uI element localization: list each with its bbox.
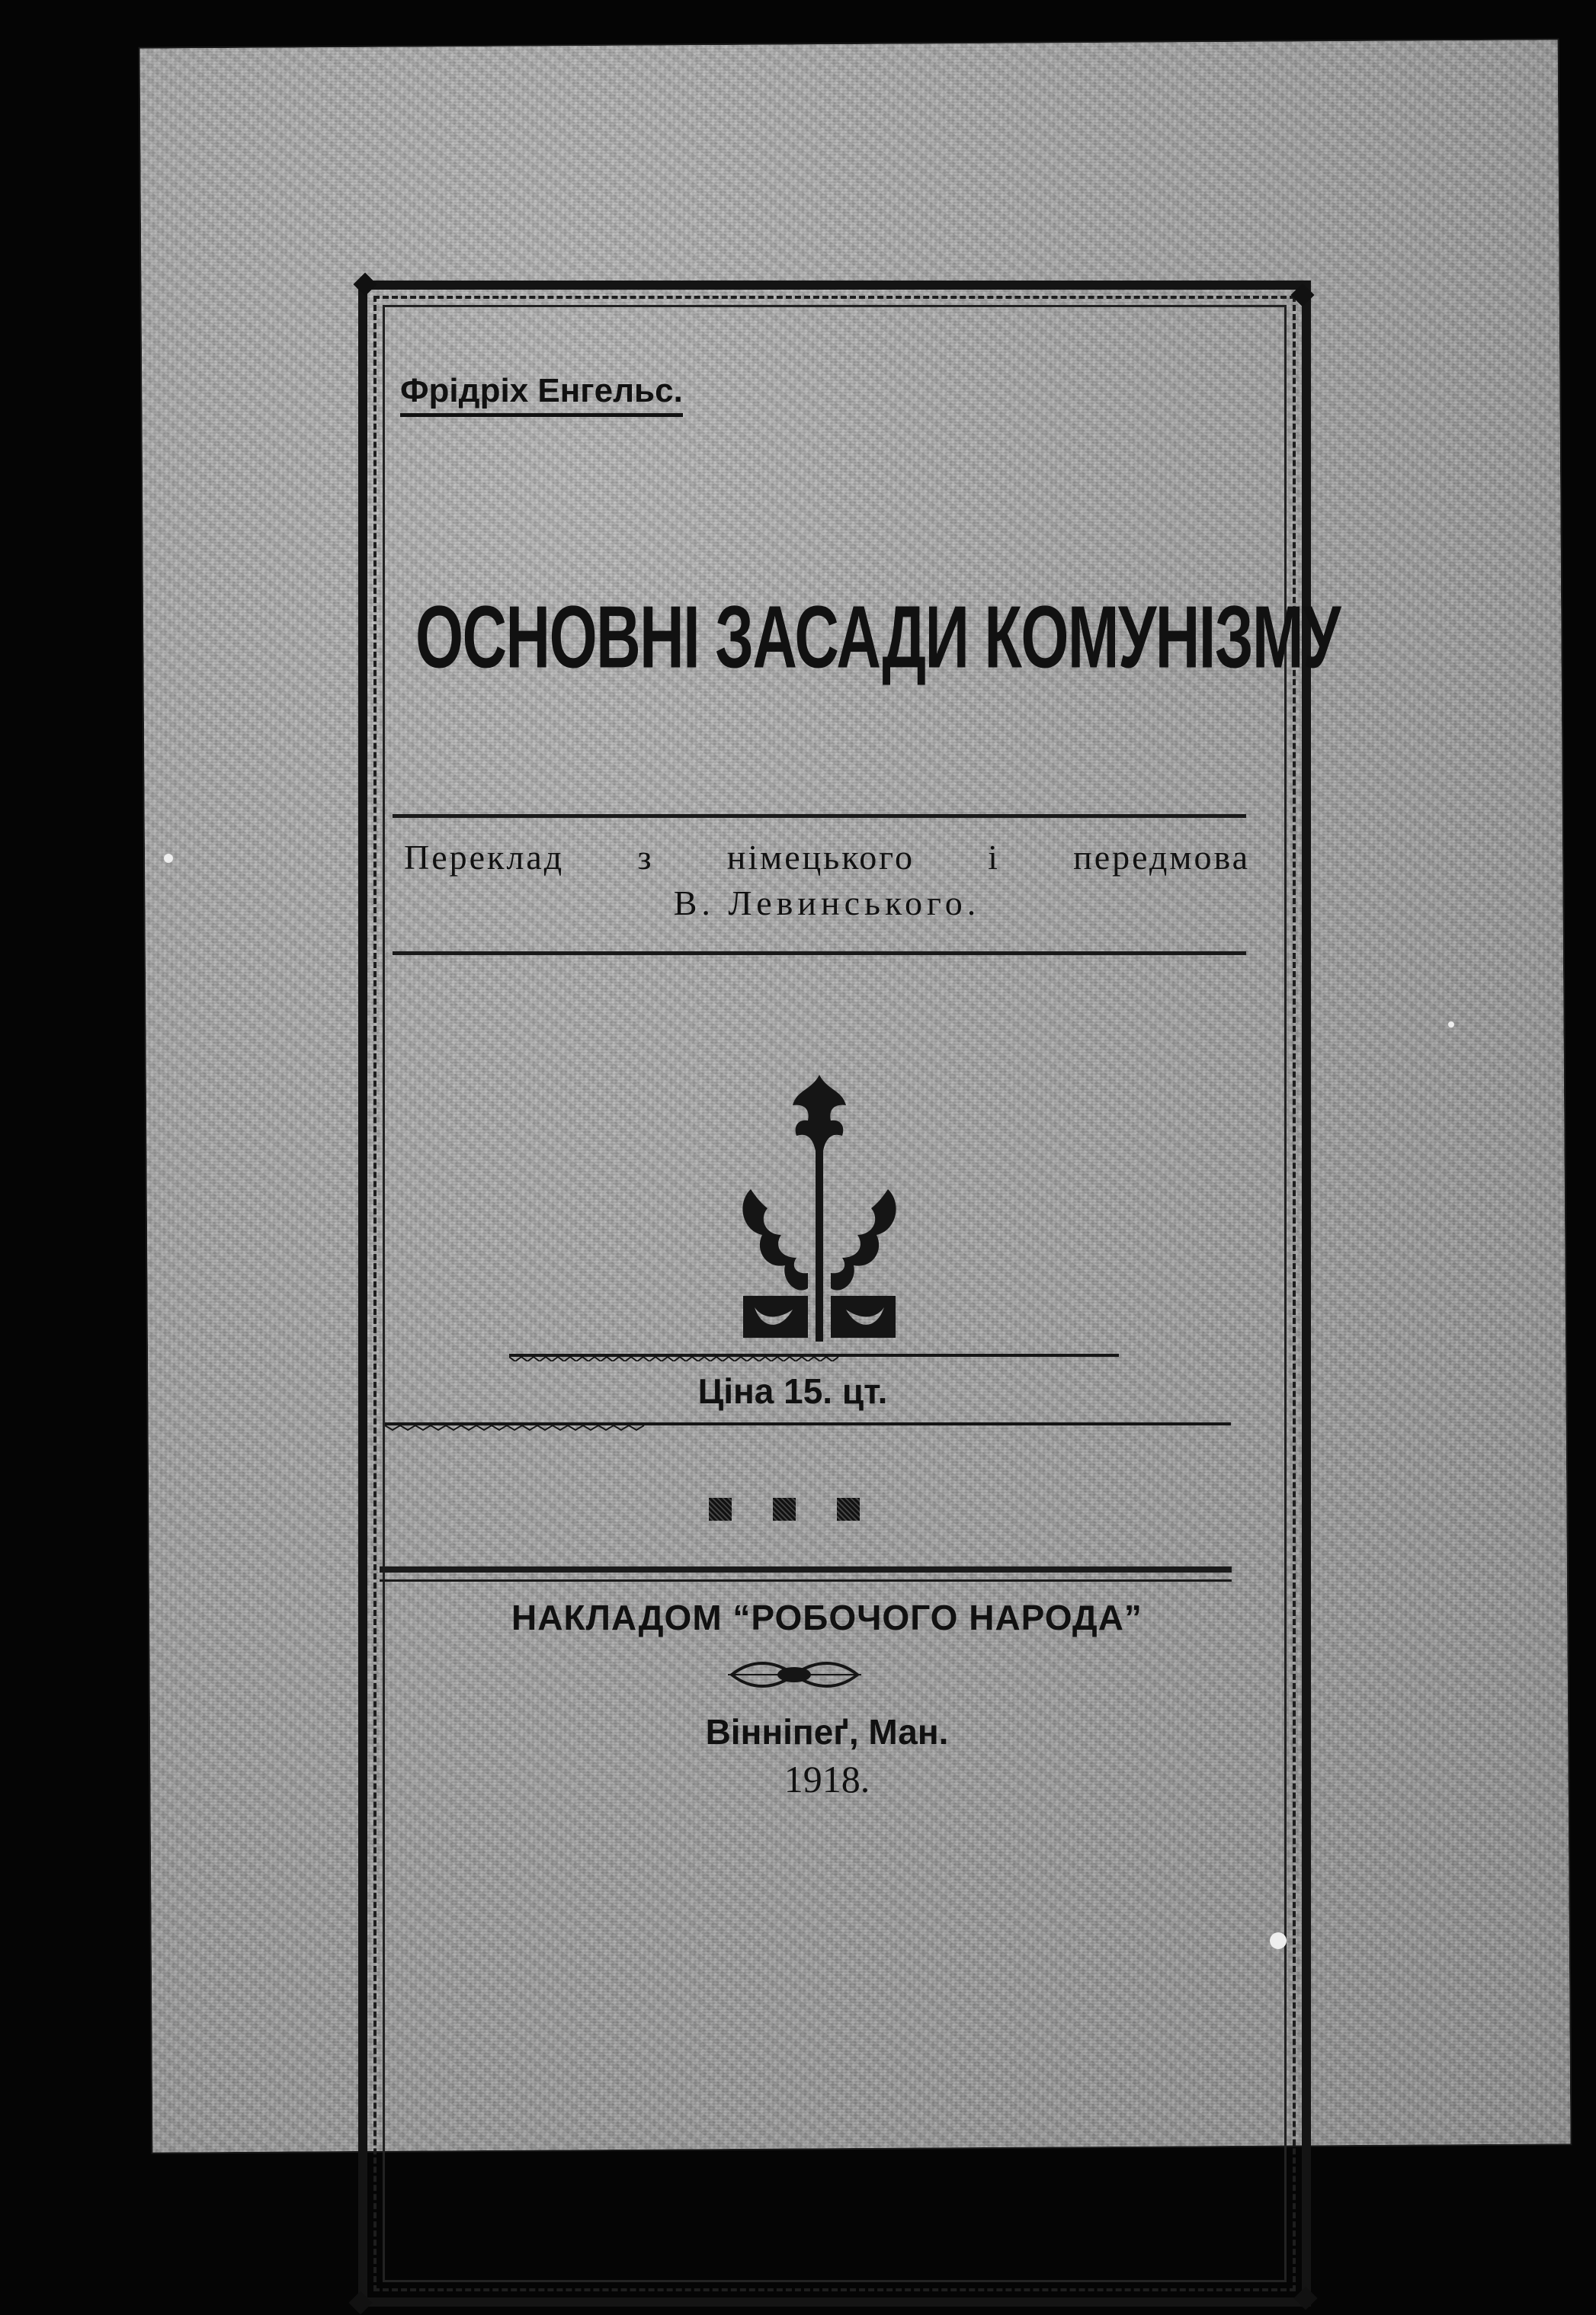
publisher-line: НАКЛАДОМ “РОБОЧОГО НАРОДА”: [511, 1598, 1143, 1637]
translator-name: В. Левинського.: [673, 883, 981, 922]
square-ornament-icon: [709, 1498, 732, 1521]
floral-vignette-icon: [720, 1067, 918, 1357]
dust-speck: [1448, 1021, 1454, 1028]
square-ornament-icon: [773, 1498, 796, 1521]
dust-speck: [1270, 1932, 1287, 1949]
scroll-ornament-icon: [728, 1656, 861, 1693]
divider-top: [393, 814, 1246, 818]
publication-city: Вінніпеґ, Ман.: [705, 1712, 949, 1752]
divider-bottom: [393, 951, 1246, 955]
square-ornament-icon: [837, 1498, 860, 1521]
publisher-rule-thick: [380, 1566, 1232, 1573]
author-name: Фрідріх Енгельс.: [400, 372, 683, 417]
translation-note: Переклад з німецького і передмова: [404, 838, 1250, 877]
price-rule-bottom: [385, 1419, 1231, 1432]
publication-year: 1918.: [784, 1758, 870, 1800]
dust-speck: [164, 854, 173, 863]
price-rule-top: [509, 1349, 1119, 1361]
publisher-rule-thin: [380, 1579, 1232, 1582]
price-label: Ціна 15. цт.: [697, 1371, 888, 1411]
decorative-squares: [709, 1498, 901, 1525]
book-title: ОСНОВНІ ЗАСАДИ КОМУНІЗМУ: [415, 588, 1340, 688]
